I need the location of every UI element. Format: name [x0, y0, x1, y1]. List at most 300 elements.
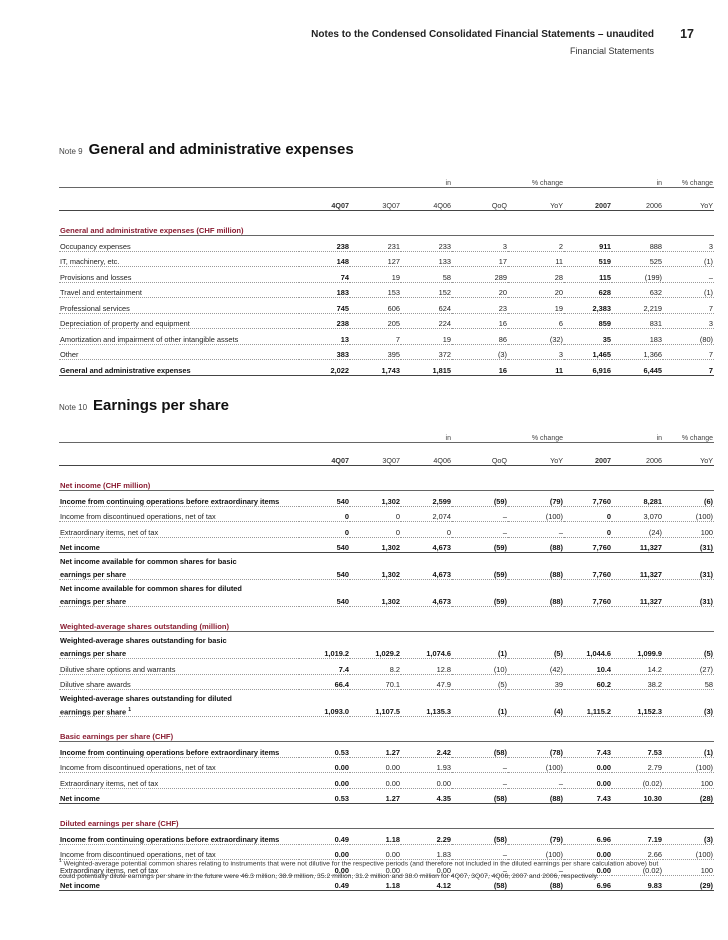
row-label: Income from discontinued operations, net of tax	[59, 757, 299, 773]
row-label: Income from discontinued operations, net of tax	[59, 506, 299, 522]
cell-value: 624	[401, 298, 452, 314]
cell-value: (42)	[508, 659, 564, 675]
cell-value: (58)	[452, 788, 508, 804]
section-header-row	[59, 220, 714, 236]
column-header: QoQ	[452, 188, 508, 211]
cell-value: 0.00	[564, 860, 612, 876]
cell-value: 127	[350, 251, 401, 267]
cell-value: 2,022	[299, 360, 350, 376]
table-row	[59, 522, 714, 538]
cell-value: 4.35	[401, 788, 452, 804]
cell-value: (28)	[663, 788, 714, 804]
cell-value: 11,327	[612, 593, 663, 607]
cell-value: –	[663, 267, 714, 283]
cell-value: –	[452, 506, 508, 522]
cell-value: (6)	[663, 491, 714, 507]
cell-value: 0.53	[299, 788, 350, 804]
cell-value: 372	[401, 344, 452, 360]
cell-value: (32)	[508, 329, 564, 345]
section-header: Diluted earnings per share (CHF)	[59, 813, 714, 829]
cell-value: 0.00	[299, 757, 350, 773]
cell-value: 540	[299, 537, 350, 553]
row-label-text: earnings per share	[60, 570, 127, 579]
column-header: 3Q07	[350, 188, 401, 211]
cell-value: 519	[564, 251, 612, 267]
cell-value: 6,916	[564, 360, 612, 376]
section-header-row	[59, 475, 714, 491]
cell-value: 4,673	[401, 593, 452, 607]
cell-value: 888	[612, 236, 663, 252]
group-header-row	[59, 172, 714, 188]
cell-value: 1,029.2	[350, 645, 401, 659]
row-label: Income from continuing operations before extraordinary items	[59, 491, 299, 507]
table-row	[59, 773, 714, 789]
cell-value: 20	[452, 282, 508, 298]
cell-value: 7.43	[564, 788, 612, 804]
cell-value: 14.2	[612, 659, 663, 675]
cell-value: 10.30	[612, 788, 663, 804]
cell-value: 3	[663, 313, 714, 329]
group-header-in: in	[299, 172, 452, 188]
cell-value: 35	[564, 329, 612, 345]
table-row	[59, 267, 714, 283]
group-header-in: in	[564, 427, 663, 443]
cell-value: 0	[350, 506, 401, 522]
cell-value: –	[452, 844, 508, 860]
cell-value: –	[508, 773, 564, 789]
cell-value: 58	[663, 674, 714, 690]
cell-value: (3)	[663, 829, 714, 845]
row-label: Net income	[59, 537, 299, 553]
cell-value: (0.02)	[612, 860, 663, 876]
cell-value: 0	[564, 506, 612, 522]
cell-value: 183	[612, 329, 663, 345]
cell-value: 0.00	[299, 773, 350, 789]
row-label: Amortization and impairment of other intangible assets	[59, 329, 299, 345]
row-label-text: earnings per share	[60, 649, 127, 658]
table-row	[59, 298, 714, 314]
cell-value: (1)	[452, 645, 508, 659]
cell-value: (59)	[452, 593, 508, 607]
section-header-row	[59, 616, 714, 632]
cell-value: (199)	[612, 267, 663, 283]
group-header-change: % change	[663, 172, 714, 188]
section-header-row	[59, 813, 714, 829]
cell-value: 1,115.2	[564, 703, 612, 717]
cell-value: 47.9	[401, 674, 452, 690]
cell-value: 7,760	[564, 593, 612, 607]
cell-value: 395	[350, 344, 401, 360]
cell-value: 7.43	[564, 742, 612, 758]
cell-value: 1,099.9	[612, 645, 663, 659]
cell-value: 0.00	[299, 844, 350, 860]
table-row	[59, 742, 714, 758]
cell-value: 0	[299, 506, 350, 522]
cell-value: 7.53	[612, 742, 663, 758]
cell-value: 2,383	[564, 298, 612, 314]
cell-value: 7.4	[299, 659, 350, 675]
group-header-change: % change	[452, 427, 564, 443]
cell-value: 7	[663, 298, 714, 314]
cell-value: 0.00	[299, 860, 350, 876]
cell-value: (27)	[663, 659, 714, 675]
cell-value: –	[508, 522, 564, 538]
cell-value: 16	[452, 313, 508, 329]
cell-value: 4,673	[401, 537, 452, 553]
row-label: Net income	[59, 875, 299, 891]
row-label: Income from discontinued operations, net of tax	[59, 844, 299, 860]
cell-value: 0.53	[299, 742, 350, 758]
cell-value: 7	[350, 329, 401, 345]
cell-value: 11	[508, 251, 564, 267]
cell-value: (88)	[508, 537, 564, 553]
cell-value: 2,599	[401, 491, 452, 507]
table-row	[59, 757, 714, 773]
column-header: 4Q07	[299, 443, 350, 466]
group-header-in: in	[299, 427, 452, 443]
cell-value: 0.00	[350, 757, 401, 773]
cell-value: 859	[564, 313, 612, 329]
note-10-heading	[59, 397, 229, 415]
cell-value: 0.49	[299, 829, 350, 845]
table-row	[59, 329, 714, 345]
cell-value: (5)	[508, 645, 564, 659]
column-header: 4Q06	[401, 188, 452, 211]
cell-value: 1.83	[401, 844, 452, 860]
cell-value: (100)	[663, 506, 714, 522]
cell-value: 60.2	[564, 674, 612, 690]
cell-value: (59)	[452, 566, 508, 580]
cell-value: 1,465	[564, 344, 612, 360]
cell-value: 86	[452, 329, 508, 345]
cell-value: 0.00	[350, 860, 401, 876]
note-10-title: Earnings per share	[93, 397, 229, 414]
section-header: Net income (CHF million)	[59, 475, 714, 491]
cell-value: 540	[299, 566, 350, 580]
cell-value: (1)	[663, 742, 714, 758]
running-header-title: Notes to the Condensed Consolidated Financial Statements – unaudited	[311, 29, 654, 40]
cell-value: 831	[612, 313, 663, 329]
cell-value: (79)	[508, 829, 564, 845]
row-label: Dilutive share options and warrants	[59, 659, 299, 675]
cell-value: 9.83	[612, 875, 663, 891]
column-header: 4Q06	[401, 443, 452, 466]
table-general-administrative-expenses	[59, 172, 714, 376]
row-label: Other	[59, 344, 299, 360]
section-header: Weighted-average shares outstanding (million)	[59, 616, 714, 632]
cell-value: (1)	[452, 703, 508, 717]
column-header: YoY	[508, 188, 564, 211]
cell-value: 39	[508, 674, 564, 690]
cell-value: 74	[299, 267, 350, 283]
footnote-marker: 1	[59, 858, 62, 864]
row-label: Weighted-average shares outstanding for diluted	[60, 694, 232, 703]
cell-value: (88)	[508, 788, 564, 804]
table-row	[59, 829, 714, 845]
cell-value: 1.27	[350, 788, 401, 804]
cell-value: 1,019.2	[299, 645, 350, 659]
cell-value: 1,044.6	[564, 645, 612, 659]
cell-value: 23	[452, 298, 508, 314]
row-label: Income from continuing operations before extraordinary items	[59, 742, 299, 758]
row-label: Net income available for common shares for basic	[60, 557, 237, 566]
net-income-basic-row	[59, 566, 714, 580]
cell-value: (1)	[663, 282, 714, 298]
section-header-row	[59, 726, 714, 742]
cell-value: 1,302	[350, 491, 401, 507]
cell-value: 606	[350, 298, 401, 314]
shares-diluted-row	[59, 703, 714, 717]
cell-value: (58)	[452, 875, 508, 891]
cell-value: 0.00	[564, 757, 612, 773]
cell-value: 0	[299, 522, 350, 538]
running-header-subtitle: Financial Statements	[569, 46, 654, 56]
cell-value: 3	[452, 236, 508, 252]
cell-value: (100)	[663, 757, 714, 773]
cell-value: 1,135.3	[401, 703, 452, 717]
cell-value: 58	[401, 267, 452, 283]
cell-value: 0.00	[350, 844, 401, 860]
cell-value: 745	[299, 298, 350, 314]
shares-basic-row-label-line	[59, 632, 714, 646]
cell-value: 100	[663, 773, 714, 789]
cell-value: 11,327	[612, 537, 663, 553]
cell-value: (88)	[508, 875, 564, 891]
shares-diluted-row-label-line	[59, 690, 714, 704]
column-header: QoQ	[452, 443, 508, 466]
note-10-label: Note 10	[59, 403, 88, 412]
cell-value: 153	[350, 282, 401, 298]
cell-value: (78)	[508, 742, 564, 758]
net-income-basic-row-label-line	[59, 553, 714, 567]
table-row	[59, 506, 714, 522]
cell-value: 0.00	[401, 860, 452, 876]
cell-value: 238	[299, 236, 350, 252]
column-header: YoY	[663, 188, 714, 211]
cell-value: 911	[564, 236, 612, 252]
cell-value: 4,673	[401, 566, 452, 580]
section-header: Basic earnings per share (CHF)	[59, 726, 714, 742]
cell-value: 0.00	[564, 773, 612, 789]
cell-value: 7	[663, 360, 714, 376]
table-row	[59, 313, 714, 329]
cell-value: (59)	[452, 537, 508, 553]
cell-value: 100	[663, 522, 714, 538]
cell-value: 28	[508, 267, 564, 283]
column-header: 2007	[564, 443, 612, 466]
footnote-text: Weighted-average potential common shares relating to instruments that were not dilutive for the respective periods (and therefore not included in the diluted earnings per share calculation above) but could potentially dilute earnings per share in the future were 46.3 million, 38.9 million, 35.2 million, 31.2 million and 38.0 million for 4Q07, 3Q07, 4Q06, 2007 and 2006, respectively.	[59, 860, 659, 881]
cell-value: (31)	[663, 537, 714, 553]
cell-value: (5)	[663, 645, 714, 659]
cell-value: 12.8	[401, 659, 452, 675]
table-row	[59, 251, 714, 267]
cell-value: 540	[299, 593, 350, 607]
cell-value: 4.12	[401, 875, 452, 891]
cell-value: 152	[401, 282, 452, 298]
cell-value: 66.4	[299, 674, 350, 690]
column-header: 2006	[612, 188, 663, 211]
cell-value: 7,760	[564, 537, 612, 553]
row-label	[59, 566, 299, 580]
cell-value: 0	[564, 522, 612, 538]
cell-value: 289	[452, 267, 508, 283]
cell-value: (10)	[452, 659, 508, 675]
cell-value: –	[508, 860, 564, 876]
row-label	[59, 593, 299, 607]
cell-value: 0	[350, 522, 401, 538]
cell-value: 1.18	[350, 875, 401, 891]
note-9-heading	[59, 141, 354, 159]
cell-value: 2.29	[401, 829, 452, 845]
cell-value: (58)	[452, 742, 508, 758]
cell-value: 20	[508, 282, 564, 298]
cell-value: 148	[299, 251, 350, 267]
group-header-row	[59, 427, 714, 443]
cell-value: 1,152.3	[612, 703, 663, 717]
note-9-label: Note 9	[59, 147, 83, 156]
cell-value: (29)	[663, 875, 714, 891]
cell-value: 10.4	[564, 659, 612, 675]
cell-value: 133	[401, 251, 452, 267]
cell-value: 525	[612, 251, 663, 267]
cell-value: 1.18	[350, 829, 401, 845]
cell-value: 233	[401, 236, 452, 252]
cell-value: 628	[564, 282, 612, 298]
cell-value: 16	[452, 360, 508, 376]
column-header: YoY	[663, 443, 714, 466]
row-label-text: earnings per share	[60, 707, 127, 716]
cell-value: 1,302	[350, 537, 401, 553]
cell-value: (31)	[663, 593, 714, 607]
table-row	[59, 491, 714, 507]
cell-value: 224	[401, 313, 452, 329]
net-income-diluted-row-label-line	[59, 580, 714, 594]
column-header-row	[59, 188, 714, 211]
total-row	[59, 537, 714, 553]
cell-value: 3	[663, 236, 714, 252]
cell-value: (80)	[663, 329, 714, 345]
footnote	[59, 855, 659, 883]
cell-value: 0.00	[350, 773, 401, 789]
cell-value: 3	[508, 344, 564, 360]
row-label: General and administrative expenses	[59, 360, 299, 376]
row-label: Depreciation of property and equipment	[59, 313, 299, 329]
cell-value: 7.19	[612, 829, 663, 845]
cell-value: 8,281	[612, 491, 663, 507]
column-header: YoY	[508, 443, 564, 466]
cell-value: 1,093.0	[299, 703, 350, 717]
cell-value: –	[452, 860, 508, 876]
table-row	[59, 674, 714, 690]
row-label: Provisions and losses	[59, 267, 299, 283]
total-row	[59, 360, 714, 376]
row-label: Extraordinary items, net of tax	[59, 522, 299, 538]
cell-value: 231	[350, 236, 401, 252]
cell-value: (5)	[452, 674, 508, 690]
row-label-text: earnings per share	[60, 597, 127, 606]
cell-value: 3,070	[612, 506, 663, 522]
cell-value: 1,107.5	[350, 703, 401, 717]
cell-value: 1,815	[401, 360, 452, 376]
cell-value: (3)	[663, 703, 714, 717]
group-header-in: in	[564, 172, 663, 188]
cell-value: 38.2	[612, 674, 663, 690]
cell-value: (0.02)	[612, 773, 663, 789]
cell-value: 7,760	[564, 491, 612, 507]
row-label: Income from continuing operations before extraordinary items	[59, 829, 299, 845]
cell-value: 11,327	[612, 566, 663, 580]
cell-value: 17	[452, 251, 508, 267]
column-header-row	[59, 443, 714, 466]
column-header: 2007	[564, 188, 612, 211]
section-header: General and administrative expenses (CHF million)	[59, 220, 714, 236]
cell-value: (59)	[452, 491, 508, 507]
row-label	[59, 645, 299, 659]
cell-value: (3)	[452, 344, 508, 360]
cell-value: 1,743	[350, 360, 401, 376]
row-label: Net income	[59, 788, 299, 804]
cell-value: (1)	[663, 251, 714, 267]
cell-value: 19	[350, 267, 401, 283]
cell-value: 2,219	[612, 298, 663, 314]
cell-value: 6.96	[564, 875, 612, 891]
cell-value: (88)	[508, 566, 564, 580]
cell-value: 205	[350, 313, 401, 329]
row-label: IT, machinery, etc.	[59, 251, 299, 267]
cell-value: 19	[401, 329, 452, 345]
cell-value: 13	[299, 329, 350, 345]
cell-value: –	[452, 773, 508, 789]
cell-value: –	[452, 757, 508, 773]
cell-value: (58)	[452, 829, 508, 845]
cell-value: (4)	[508, 703, 564, 717]
cell-value: (100)	[663, 844, 714, 860]
cell-value: 6	[508, 313, 564, 329]
cell-value: 383	[299, 344, 350, 360]
cell-value: 1,302	[350, 593, 401, 607]
cell-value: 2.79	[612, 757, 663, 773]
row-label: Net income available for common shares for diluted	[60, 584, 242, 593]
cell-value: 540	[299, 491, 350, 507]
cell-value: 1,074.6	[401, 645, 452, 659]
cell-value: 2.42	[401, 742, 452, 758]
cell-value: 0.49	[299, 875, 350, 891]
cell-value: 1,302	[350, 566, 401, 580]
cell-value: 632	[612, 282, 663, 298]
row-label: Extraordinary items, net of tax	[59, 773, 299, 789]
cell-value: 0	[401, 522, 452, 538]
cell-value: 0.00	[401, 773, 452, 789]
note-9-title: General and administrative expenses	[88, 141, 354, 158]
cell-value: 115	[564, 267, 612, 283]
cell-value: (88)	[508, 593, 564, 607]
cell-value: (31)	[663, 566, 714, 580]
row-label: Travel and entertainment	[59, 282, 299, 298]
cell-value: 100	[663, 860, 714, 876]
cell-value: 1.27	[350, 742, 401, 758]
cell-value: 183	[299, 282, 350, 298]
footnote-ref: 1	[128, 706, 131, 713]
table-row	[59, 282, 714, 298]
cell-value: 7	[663, 344, 714, 360]
total-row	[59, 788, 714, 804]
cell-value: (24)	[612, 522, 663, 538]
cell-value: (100)	[508, 757, 564, 773]
cell-value: 11	[508, 360, 564, 376]
cell-value: 2.66	[612, 844, 663, 860]
cell-value: 0.00	[564, 844, 612, 860]
table-row	[59, 344, 714, 360]
